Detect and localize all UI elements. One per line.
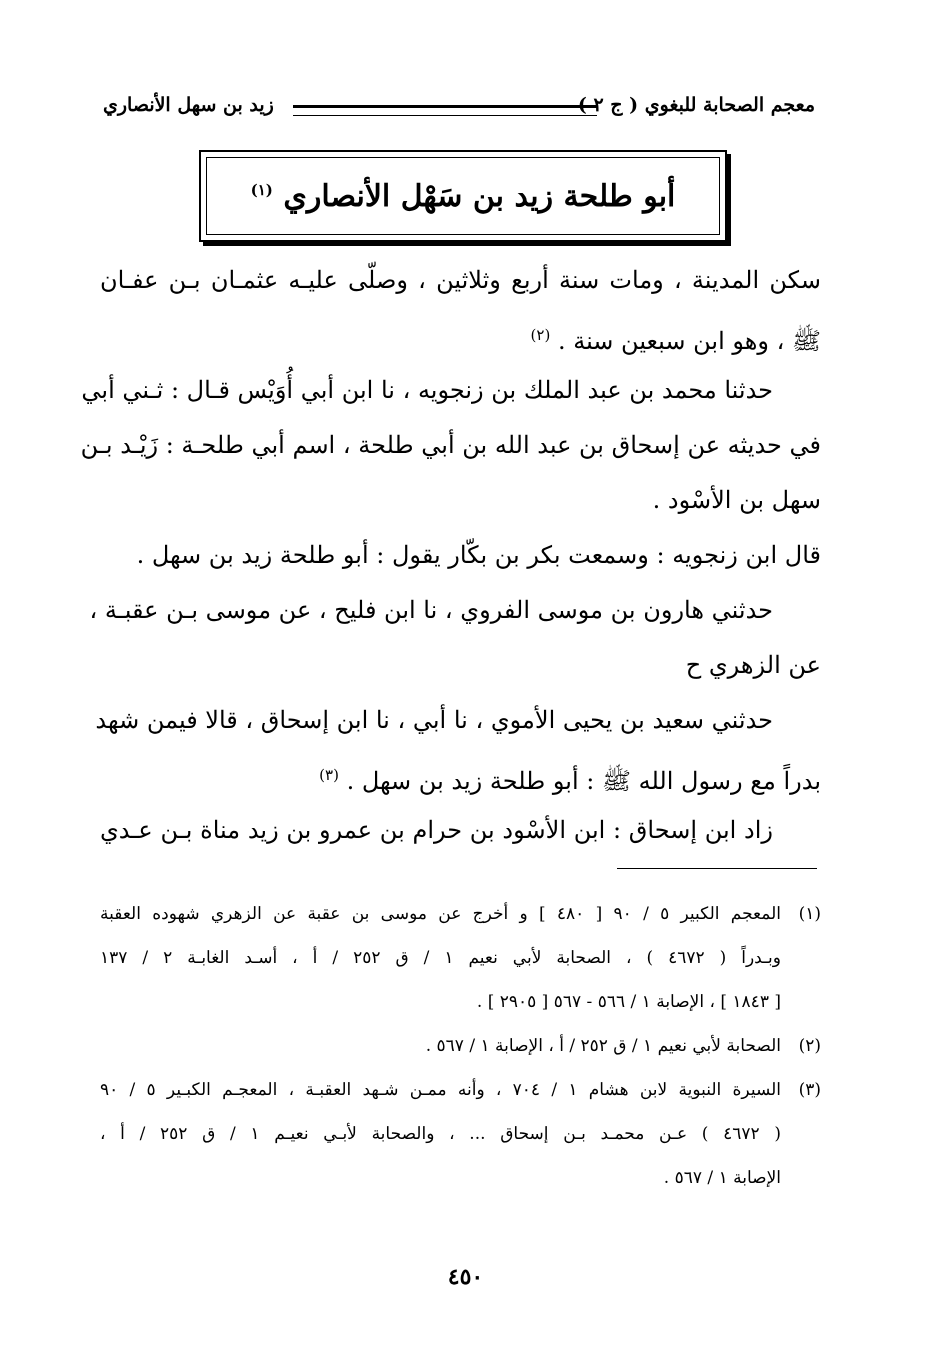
body-line-text: زاد ابن إسحاق : ابن الأسْود بن حرام بن عمرو بن زيد مناة بـن عـدي <box>100 816 773 844</box>
body-line <box>80 427 821 482</box>
body-line-text: حدثنا محمد بن عبد الملك بن زنجويه ، نا ابن أبي أُوَيْس قـال : ثـني أبي <box>81 376 773 404</box>
body-line <box>100 537 821 592</box>
body-line-text: سكن المدينة ، ومات سنة أربع وثلاثين ، وصلّى عليـه عثمـان بـن عفـان <box>100 266 821 294</box>
header-rule <box>293 105 597 116</box>
footnote-number: (٢) <box>798 1036 821 1056</box>
footnote-line: وبـدراً ( ٤٦٧٢ ) ، الصحابة لأبي نعيم ١ / ق ٢٥٢ / أ ، أسـد الغابـة ٢ / ١٣٧ <box>100 948 781 968</box>
body-line <box>100 647 821 702</box>
footnote-separator <box>617 868 817 869</box>
body-line <box>81 372 821 427</box>
footnote-line: السيرة النبوية لابن هشام ١ / ٧٠٤ ، وأنه ممـن شـهد العقبـة ، المعجـم الكبـير ٥ / ٩٠ <box>100 1080 782 1100</box>
footnote-body <box>100 1024 781 1068</box>
body-line-text: قال ابن زنجويه : وسمعت بكر بن بكّار يقول : أبو طلحة زيد بن سهل . <box>136 541 821 569</box>
footnote-body <box>100 1068 781 1200</box>
body-line-text: بدراً مع رسول الله ﷺ : أبو طلحة زيد بن سهل . <box>346 767 821 795</box>
footnote-line: [ ١٨٤٣ ] ، الإصابة ١ / ٥٦٦ - ٥٦٧ [ ٢٩٠٥ ] . <box>476 992 781 1012</box>
header-book-title: معجم الصحابة للبغوي ( ج ٢ ) <box>577 94 815 116</box>
title-box <box>199 150 727 242</box>
body-line-text: في حديثه عن إسحاق بن عبد الله بن أبي طلحة ، اسم أبي طلحـة : زَيْـد بـن <box>80 431 821 459</box>
footnotes <box>100 892 821 1200</box>
footnote-line: الإصابة ١ / ٥٦٧ . <box>663 1168 781 1188</box>
body-line-text: سهل بن الأسْود . <box>652 486 821 514</box>
body-line-text: حدثني سعيد بن يحيى الأموي ، نا أبي ، نا ابن إسحاق ، قالا فيمن شهد <box>95 706 773 734</box>
body-line <box>100 482 821 537</box>
footnote <box>100 1068 821 1200</box>
header-entry-title: زيد بن سهل الأنصاري <box>103 94 274 116</box>
running-header <box>103 94 815 124</box>
footnote-line: الصحابة لأبي نعيم ١ / ق ٢٥٢ / أ ، الإصابة ١ / ٥٦٧ . <box>425 1036 781 1056</box>
body-line <box>100 757 821 812</box>
body-line <box>100 262 821 317</box>
body-line <box>100 812 821 867</box>
body-line-text: حدثني هارون بن موسى الفروي ، نا ابن فليح ، عن موسى بـن عقبـة ، <box>89 596 773 624</box>
body-line <box>95 702 821 757</box>
page-number: ٤٥٠ <box>447 1264 484 1290</box>
footnote-body <box>100 892 781 1024</box>
footnote-ref: (٣) <box>319 766 339 784</box>
body-line <box>100 317 821 372</box>
entry-title <box>251 179 676 214</box>
footnote-line: المعجم الكبير ٥ / ٩٠ [ ٤٨٠ ] و أخرج عن موسى بن عقبة عن الزهري شهوده العقبة <box>100 904 781 924</box>
body-line-text: ﷺ ، وهو ابن سبعين سنة . <box>557 327 821 355</box>
footnote-number: (١) <box>798 904 821 924</box>
body-line <box>89 592 821 647</box>
body-line-text: عن الزهري ح <box>685 651 821 679</box>
footnote-ref: (٢) <box>530 326 551 344</box>
footnote-line: ( ٤٦٧٢ ) عـن محمـد بـن إسحاق ... ، والصحابة لأبـي نعيـم ١ / ق ٢٥٢ / أ ، <box>100 1124 781 1144</box>
footnote <box>100 1024 821 1068</box>
footnote <box>100 892 821 1024</box>
entry-title-ref: (١) <box>250 180 273 199</box>
entry-title-text: أبو طلحة زيد بن سَهْل الأنصاري <box>283 178 676 214</box>
body-text <box>80 262 821 867</box>
footnote-number: (٣) <box>798 1080 821 1100</box>
